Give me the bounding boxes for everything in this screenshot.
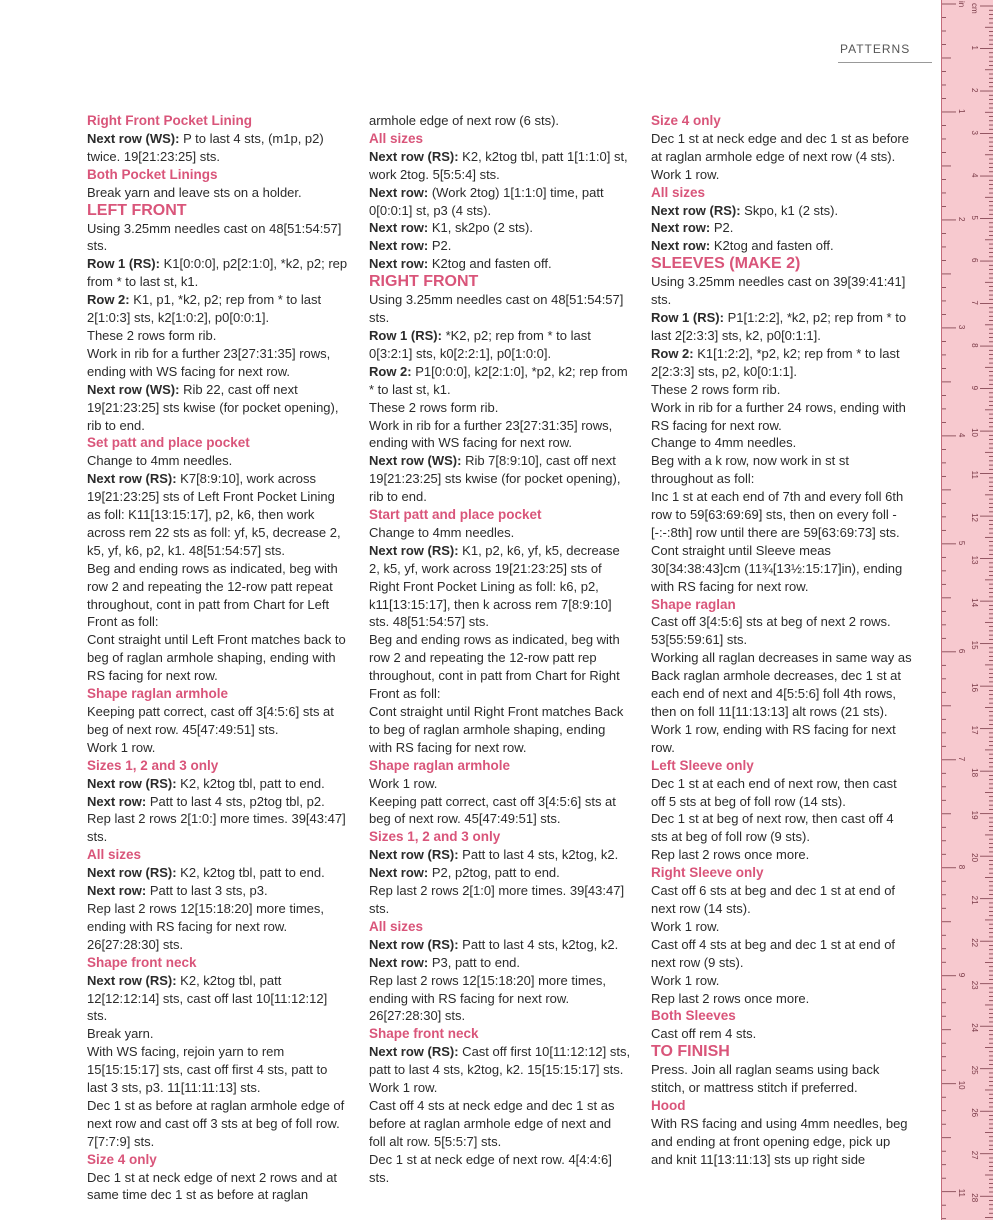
instruction-text: Rep last 2 rows once more. — [651, 847, 810, 863]
instruction-text: Cont straight until Sleeve meas 30[34:38:43]cm (11¾[13½:15:17]in), ending with RS facing for next row. — [651, 542, 903, 594]
instruction-paragraph — [369, 954, 631, 972]
row-label: Next row: — [369, 954, 429, 970]
instruction-paragraph — [87, 1025, 349, 1043]
ruler-label: 8 — [970, 343, 979, 348]
instruction-paragraph — [87, 345, 349, 381]
row-label: Next row (RS): — [369, 847, 459, 863]
instruction-text: Cast off 3[4:5:6] sts at beg of next 2 rows. 53[55:59:61] sts. — [651, 614, 891, 648]
subheading: Shape raglan armhole — [87, 686, 229, 702]
ruler-label: 2 — [970, 88, 979, 93]
ruler-label: 6 — [970, 258, 979, 263]
instruction-text: Press. Join all raglan seams using back stitch, or mattress stitch if preferred. — [651, 1062, 880, 1096]
ruler-label: 1 — [957, 108, 966, 114]
instruction-paragraph — [651, 399, 913, 435]
ruler-label: 6 — [957, 648, 966, 654]
subheading: Shape raglan — [651, 596, 736, 612]
instruction-text: Keeping patt correct, cast off 3[4:5:6] sts at beg of next row. 45[47:49:51] sts. — [87, 704, 334, 737]
instruction-text: P2. — [710, 220, 734, 236]
instruction-text: Work 1 row. — [651, 166, 720, 182]
instruction-paragraph — [651, 309, 913, 345]
row-label: Row 1 (RS): — [87, 256, 160, 272]
instruction-paragraph — [369, 184, 631, 220]
instruction-text: Dec 1 st at each end of next row, then cast off 5 sts at beg of foll row (14 sts). — [651, 775, 897, 809]
instruction-text: Patt to last 4 sts, k2tog, k2. — [458, 936, 619, 952]
instruction-paragraph — [369, 775, 631, 793]
row-label: Next row (RS): — [87, 471, 177, 487]
instruction-paragraph — [651, 882, 913, 918]
instruction-text: armhole edge of next row (6 sts). — [369, 113, 560, 128]
row-label: Next row: — [87, 793, 147, 809]
ruler-label: 27 — [970, 1150, 979, 1160]
instruction-text: Break yarn and leave sts on a holder. — [87, 184, 302, 200]
instruction-text: Rep last 2 rows 2[1:0:] more times. 39[43:47] sts. — [87, 811, 346, 845]
instruction-paragraph — [369, 291, 631, 327]
subheading: All sizes — [651, 184, 706, 200]
text-column-3 — [651, 112, 913, 1169]
instruction-text: Inc 1 st at each end of 7th and every foll 6th row to 59[63:69:69] sts, then on every foll -[-:-:8th] row until there are 59[63:69:73] sts. — [651, 489, 904, 540]
row-label: Next row (RS): — [369, 1044, 459, 1060]
subheading: Right Front Pocket Lining — [87, 113, 252, 128]
instruction-text: *K2, p2; rep from * to last 0[3:2:1] sts, k0[2:2:1], p0[1:0:0]. — [369, 327, 591, 361]
row-label: Next row: — [369, 256, 429, 272]
instruction-text: Cont straight until Right Front matches Back to beg of raglan armhole shaping, ending with RS facing for next row. — [369, 704, 624, 755]
instruction-paragraph — [87, 882, 349, 900]
instruction-text: Cast off first 10[11:12:12] sts, patt to last 4 sts, k2tog, k2. 15[15:15:17] sts. — [369, 1044, 631, 1078]
instruction-text: Work in rib for a further 23[27:31:35] rows, ending with WS facing for next row. — [369, 417, 613, 451]
ruler-label: 12 — [970, 513, 979, 523]
instruction-paragraph — [369, 846, 631, 864]
ruler-label: 11 — [957, 1188, 966, 1198]
instruction-paragraph — [87, 291, 349, 327]
instruction-text: Patt to last 4 sts, p2tog tbl, p2. — [146, 793, 325, 809]
ruler-label: 5 — [970, 215, 979, 220]
subheading: All sizes — [87, 847, 142, 863]
text-column-1 — [87, 112, 349, 1204]
instruction-paragraph — [651, 990, 913, 1008]
instruction-text: Patt to last 3 sts, p3. — [146, 883, 268, 899]
instruction-paragraph — [369, 237, 631, 255]
row-label: Next row (RS): — [369, 148, 459, 164]
instruction-text: Beg and ending rows as indicated, beg with row 2 and repeating the 12-row patt rep throughout, cont in patt from Chart for Right Front as foll: — [369, 632, 620, 702]
instruction-paragraph — [87, 130, 349, 166]
subheading: Set patt and place pocket — [87, 435, 250, 451]
ruler-label: 24 — [970, 1023, 979, 1033]
row-label: Next row: — [369, 238, 429, 254]
row-label: Next row: — [651, 220, 711, 236]
subheading: All sizes — [369, 130, 424, 146]
instruction-paragraph — [651, 345, 913, 381]
instruction-text: P1[0:0:0], k2[2:1:0], *p2, k2; rep from * to last st, k1. — [369, 363, 628, 397]
instruction-paragraph — [651, 130, 913, 166]
instruction-paragraph — [369, 703, 631, 757]
instruction-text: K2tog and fasten off. — [428, 256, 552, 272]
instruction-text: Change to 4mm needles. — [87, 453, 233, 469]
subheading: All sizes — [369, 918, 424, 934]
instruction-paragraph — [369, 542, 631, 632]
ruler-label: 11 — [970, 470, 979, 479]
instruction-text: Beg with a k row, now work in st st throughout as foll: — [651, 453, 849, 487]
instruction-text: Rep last 2 rows 2[1:0] more times. 39[43:47] sts. — [369, 883, 625, 916]
subheading: Size 4 only — [651, 113, 721, 128]
instruction-text: P2. — [428, 238, 452, 254]
instruction-paragraph — [369, 417, 631, 453]
row-label: Next row (WS): — [87, 381, 180, 397]
ruler-label: 3 — [970, 130, 979, 135]
instruction-text: K7[8:9:10], work across 19[21:23:25] sts of Left Front Pocket Lining as foll: K11[13:15:17], p2, k6, then work across rem 22 sts as foll: yf, k5, decrease 2, k5, yf, k6, p2, k1. 48[51:54:57] sts. — [87, 471, 341, 558]
instruction-text: Cast off 4 sts at neck edge and dec 1 st as before at raglan armhole edge of next and foll alt row. 5[5:5:7] sts. — [369, 1097, 615, 1149]
instruction-text: These 2 rows form rib. — [651, 381, 781, 397]
instruction-paragraph — [651, 273, 913, 309]
instruction-text: Using 3.25mm needles cast on 48[51:54:57] sts. — [369, 292, 624, 326]
instruction-text: (Work 2tog) 1[1:1:0] time, patt 0[0:0:1] st, p3 (4 sts). — [369, 184, 604, 218]
instruction-text: Break yarn. — [87, 1026, 154, 1042]
instruction-paragraph — [87, 381, 349, 435]
row-label: Next row (RS): — [87, 972, 177, 988]
instruction-paragraph — [87, 220, 349, 256]
ruler-label: 10 — [970, 428, 979, 437]
instruction-text: Work 1 row. — [87, 739, 156, 755]
instruction-text: K1, p2, k6, yf, k5, decrease 2, k5, yf, work across 19[21:23:25] sts of Right Front Pocket Lining as foll: k6, p2, k11[13:15:17], then k across rem 7[8:9:10] sts. 48[51:54:57] sts. — [369, 542, 620, 630]
instruction-paragraph — [651, 1061, 913, 1097]
ruler-label: 21 — [970, 895, 979, 905]
ruler-label: 28 — [970, 1193, 979, 1203]
ruler-label: 14 — [970, 598, 979, 608]
instruction-paragraph — [369, 882, 631, 918]
instruction-text: Cast off 6 sts at beg and dec 1 st at end of next row (14 sts). — [651, 883, 896, 916]
instruction-paragraph — [369, 936, 631, 954]
ruler-label: 10 — [957, 1080, 966, 1090]
instruction-text: K1, sk2po (2 sts). — [428, 220, 533, 236]
text-column-2 — [369, 112, 631, 1186]
instruction-text: Change to 4mm needles. — [651, 435, 797, 451]
ruler-label: 13 — [970, 555, 979, 565]
instruction-paragraph — [87, 1169, 349, 1205]
instruction-paragraph — [369, 1097, 631, 1151]
instruction-paragraph — [87, 452, 349, 470]
instruction-text: Dec 1 st at beg of next row, then cast off 4 sts at beg of foll row (9 sts). — [651, 811, 894, 845]
instruction-text: Skpo, k1 (2 sts). — [740, 202, 839, 218]
instruction-text: Work in rib for a further 23[27:31:35] rows, ending with WS facing for next row. — [87, 345, 331, 379]
ruler-label: 17 — [970, 725, 979, 735]
instruction-text: K1[1:2:2], *p2, k2; rep from * to last 2[2:3:3] sts, p2, k0[0:1:1]. — [651, 345, 900, 379]
ruler-label: 4 — [957, 432, 966, 438]
instruction-paragraph — [369, 327, 631, 363]
instruction-paragraph — [651, 202, 913, 220]
instruction-paragraph — [369, 1043, 631, 1079]
running-head: PATTERNS — [838, 42, 932, 63]
instruction-text: Dec 1 st as before at raglan armhole edge of next row and cast off 3 sts at beg of foll row. 7[7:7:9] sts. — [87, 1097, 345, 1149]
instruction-paragraph — [369, 363, 631, 399]
instruction-text: Working all raglan decreases in same way as Back raglan armhole decreases, dec 1 st at each end of next and 4[5:5:6] foll 4th rows, then on foll 11[11:13:13] alt rows (21 sts). — [651, 650, 912, 719]
instruction-paragraph — [369, 399, 631, 417]
instruction-text: These 2 rows form rib. — [87, 327, 217, 343]
ruler-label: 7 — [957, 756, 966, 762]
instruction-text: Change to 4mm needles. — [369, 524, 515, 540]
instruction-text: Work 1 row. — [651, 972, 720, 988]
instruction-text: K1[0:0:0], p2[2:1:0], *k2, p2; rep from * to last st, k1. — [87, 256, 348, 290]
instruction-paragraph — [87, 864, 349, 882]
instruction-paragraph — [369, 452, 631, 506]
instruction-text: Dec 1 st at neck edge and dec 1 st as before at raglan armhole edge of next row (4 sts). — [651, 130, 909, 164]
instruction-text: These 2 rows form rib. — [369, 399, 499, 415]
instruction-paragraph — [369, 1151, 631, 1187]
section-heading: RIGHT FRONT — [369, 273, 479, 291]
instruction-text: With RS facing and using 4mm needles, beg and ending at front opening edge, pick up and knit 11[13:11:13] sts up right side — [651, 1115, 908, 1167]
subheading: Shape front neck — [369, 1026, 479, 1042]
instruction-paragraph — [651, 918, 913, 936]
instruction-text: K2, k2tog tbl, patt 1[1:1:0] st, work 2tog. 5[5:5:4] sts. — [369, 148, 628, 182]
instruction-paragraph — [651, 936, 913, 972]
ruler-label: 5 — [957, 540, 966, 546]
section-heading: SLEEVES (MAKE 2) — [651, 255, 801, 273]
ruler-label: 8 — [957, 864, 966, 870]
ruler-label: 16 — [970, 683, 979, 693]
instruction-paragraph — [651, 237, 913, 255]
instruction-paragraph — [651, 166, 913, 184]
instruction-text: Work in rib for a further 24 rows, ending with RS facing for next row. — [651, 399, 906, 433]
instruction-paragraph — [87, 470, 349, 560]
instruction-paragraph — [87, 631, 349, 685]
instruction-text: P to last 4 sts, (m1p, p2) twice. 19[21:23:25] sts. — [87, 130, 324, 164]
row-label: Row 1 (RS): — [369, 327, 442, 343]
row-label: Next row (RS): — [87, 775, 177, 791]
ruler-label: 25 — [970, 1065, 979, 1075]
subheading: Left Sleeve only — [651, 757, 754, 773]
instruction-paragraph — [651, 613, 913, 649]
ruler-label: 26 — [970, 1108, 979, 1118]
subheading: Hood — [651, 1098, 686, 1114]
instruction-paragraph — [87, 184, 349, 202]
instruction-text: Using 3.25mm needles cast on 39[39:41:41] sts. — [651, 274, 906, 308]
section-heading: LEFT FRONT — [87, 201, 187, 219]
instruction-text: K2, k2tog tbl, patt 12[12:12:14] sts, cast off last 10[11:12:12] sts. — [87, 972, 328, 1024]
ruler-label: cm — [970, 3, 979, 14]
instruction-text: Cast off 4 sts at beg and dec 1 st at end of next row (9 sts). — [651, 936, 896, 970]
instruction-paragraph — [651, 1115, 913, 1169]
instruction-text: P3, patt to end. — [428, 954, 521, 970]
subheading: Both Pocket Linings — [87, 166, 218, 182]
instruction-paragraph — [87, 327, 349, 345]
instruction-paragraph — [87, 775, 349, 793]
ruler-label: 19 — [970, 810, 979, 820]
instruction-paragraph — [369, 255, 631, 273]
instruction-text: Work 1 row, ending with RS facing for next row. — [651, 721, 896, 755]
row-label: Row 1 (RS): — [651, 310, 724, 326]
row-label: Next row (RS): — [369, 936, 459, 952]
instruction-paragraph — [87, 900, 349, 954]
instruction-paragraph — [87, 739, 349, 757]
section-heading: TO FINISH — [651, 1043, 730, 1061]
instruction-text: K2, k2tog tbl, patt to end. — [176, 775, 325, 791]
ruler-label: 4 — [970, 173, 979, 178]
row-label: Next row: — [651, 238, 711, 254]
instruction-paragraph — [651, 649, 913, 721]
instruction-text: P2, p2tog, patt to end. — [428, 865, 560, 881]
ruler-label: 9 — [957, 972, 966, 978]
row-label: Next row: — [369, 865, 429, 881]
ruler-label: 2 — [957, 216, 966, 222]
subheading: Right Sleeve only — [651, 865, 764, 881]
row-label: Row 2: — [651, 345, 694, 361]
instruction-paragraph — [369, 972, 631, 1026]
instruction-text: Beg and ending rows as indicated, beg with row 2 and repeating the 12-row patt repeat throughout, cont in patt from Chart for Left Front as foll: — [87, 560, 338, 630]
instruction-paragraph — [369, 148, 631, 184]
instruction-paragraph — [369, 112, 631, 130]
row-label: Next row: — [87, 883, 147, 899]
instruction-paragraph — [651, 810, 913, 846]
ruler-label: 23 — [970, 980, 979, 990]
instruction-text: Rep last 2 rows 12[15:18:20] more times, ending with RS facing for next row. 26[27:28:30] sts. — [369, 972, 607, 1024]
instruction-text: Cont straight until Left Front matches back to beg of raglan armhole shaping, ending with RS facing for next row. — [87, 632, 346, 684]
subheading: Both Sleeves — [651, 1008, 736, 1024]
instruction-paragraph — [651, 846, 913, 864]
ruler-label: in — [957, 1, 966, 8]
instruction-paragraph — [651, 488, 913, 542]
row-label: Next row: — [369, 220, 429, 236]
row-label: Next row (WS): — [369, 453, 462, 469]
instruction-paragraph — [87, 560, 349, 632]
instruction-paragraph — [651, 381, 913, 399]
row-label: Row 2: — [369, 363, 412, 379]
instruction-text: Work 1 row. — [651, 918, 720, 934]
row-label: Next row: — [369, 184, 429, 200]
instruction-text: K2tog and fasten off. — [710, 238, 834, 254]
ruler-label: 15 — [970, 640, 979, 650]
instruction-paragraph — [369, 864, 631, 882]
row-label: Row 2: — [87, 292, 130, 308]
row-label: Next row (RS): — [87, 865, 177, 881]
instruction-text: Cast off rem 4 sts. — [651, 1026, 757, 1042]
measuring-ruler — [941, 0, 993, 1220]
subheading: Sizes 1, 2 and 3 only — [87, 757, 219, 773]
instruction-paragraph — [369, 219, 631, 237]
instruction-paragraph — [651, 434, 913, 452]
instruction-text: Rep last 2 rows once more. — [651, 990, 810, 1006]
instruction-text: Patt to last 4 sts, k2tog, k2. — [458, 847, 619, 863]
instruction-paragraph — [369, 793, 631, 829]
ruler-label: 18 — [970, 768, 979, 778]
subheading: Start patt and place pocket — [369, 507, 542, 523]
instruction-paragraph — [87, 793, 349, 811]
instruction-paragraph — [651, 775, 913, 811]
instruction-paragraph — [651, 542, 913, 596]
instruction-text: Dec 1 st at neck edge of next 2 rows and at same time dec 1 st as before at raglan — [87, 1169, 338, 1203]
instruction-paragraph — [87, 1097, 349, 1151]
ruler-label: 22 — [970, 938, 979, 948]
ruler-label: 20 — [970, 853, 979, 863]
ruler-label: 7 — [970, 300, 979, 306]
subheading: Sizes 1, 2 and 3 only — [369, 829, 501, 845]
instruction-text: Work 1 row. — [369, 775, 438, 791]
ruler-label: 9 — [970, 385, 979, 391]
instruction-text: P1[1:2:2], *k2, p2; rep from * to last 2[2:3:3] sts, k2, p0[0:1:1]. — [651, 310, 907, 343]
instruction-text: Work 1 row. — [369, 1080, 438, 1096]
instruction-paragraph — [651, 721, 913, 757]
row-label: Next row (RS): — [651, 202, 741, 218]
subheading: Size 4 only — [87, 1151, 157, 1167]
instruction-text: With WS facing, rejoin yarn to rem 15[15:15:17] sts, cast off first 4 sts, patt to last 3 sts, p3. 11[11:11:13] sts. — [87, 1044, 328, 1096]
subheading: Shape front neck — [87, 954, 197, 970]
instruction-text: Rep last 2 rows 12[15:18:20] more times, ending with RS facing for next row. 26[27:28:30] sts. — [87, 900, 325, 952]
instruction-text: Keeping patt correct, cast off 3[4:5:6] sts at beg of next row. 45[47:49:51] sts. — [369, 793, 616, 827]
instruction-paragraph — [369, 1079, 631, 1097]
instruction-text: Using 3.25mm needles cast on 48[51:54:57] sts. — [87, 220, 342, 254]
ruler-label: 1 — [970, 45, 979, 50]
instruction-paragraph — [87, 255, 349, 291]
instruction-paragraph — [87, 810, 349, 846]
instruction-text: K2, k2tog tbl, patt to end. — [176, 865, 325, 881]
subheading: Shape raglan armhole — [369, 757, 511, 773]
instruction-text: Rib 7[8:9:10], cast off next 19[21:23:25] sts kwise (for pocket opening), rib to end. — [369, 453, 621, 505]
instruction-paragraph — [87, 703, 349, 739]
instruction-paragraph — [369, 631, 631, 703]
instruction-paragraph — [87, 1043, 349, 1097]
instruction-text: Rib 22, cast off next 19[21:23:25] sts kwise (for pocket opening), rib to end. — [87, 381, 339, 433]
instruction-text: Dec 1 st at neck edge of next row. 4[4:4:6] sts. — [369, 1151, 612, 1185]
instruction-paragraph — [369, 524, 631, 542]
instruction-paragraph — [87, 972, 349, 1026]
ruler-graphic — [942, 0, 993, 1220]
instruction-paragraph — [651, 1025, 913, 1043]
instruction-paragraph — [651, 219, 913, 237]
instruction-paragraph — [651, 452, 913, 488]
row-label: Next row (WS): — [87, 130, 180, 146]
instruction-paragraph — [651, 972, 913, 990]
row-label: Next row (RS): — [369, 542, 459, 558]
instruction-text: K1, p1, *k2, p2; rep from * to last 2[1:0:3] sts, k2[1:0:2], p0[0:0:1]. — [87, 292, 322, 326]
ruler-label: 3 — [957, 324, 966, 330]
